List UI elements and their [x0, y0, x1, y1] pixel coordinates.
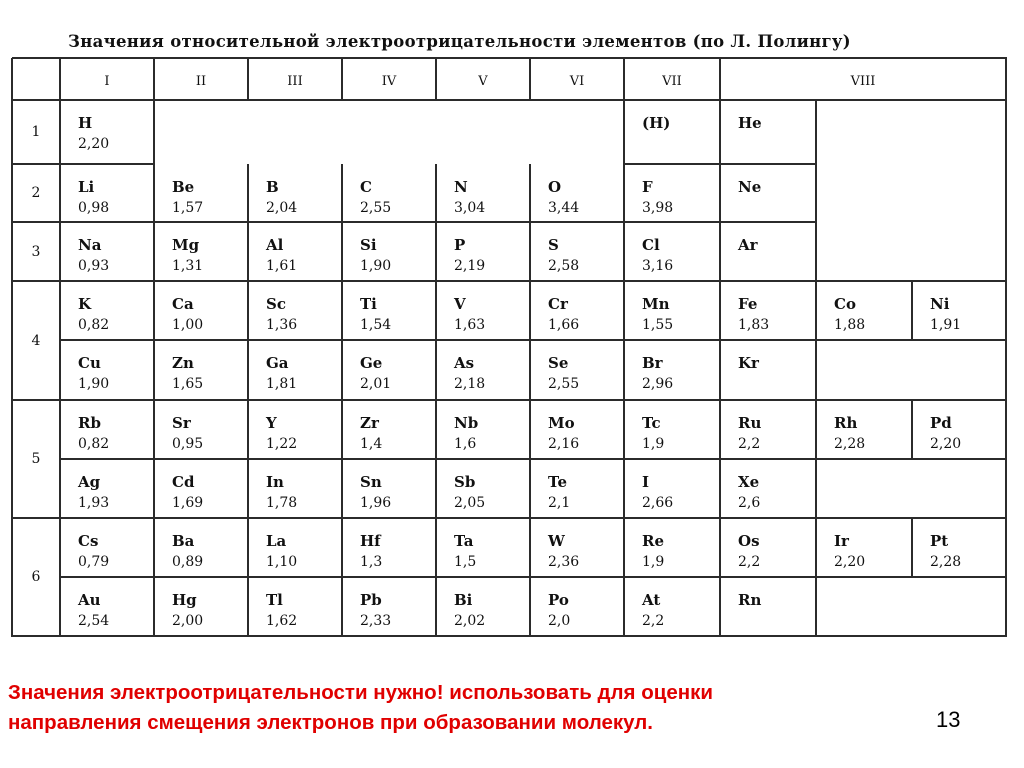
element-cell — [454, 295, 485, 334]
element-symbol: Pd — [930, 414, 952, 432]
element-cell — [266, 295, 297, 334]
element-symbol: C — [360, 178, 372, 196]
electronegativity-value: 1,00 — [172, 317, 204, 333]
grid-line — [60, 163, 155, 165]
electronegativity-value: 2,05 — [454, 495, 486, 511]
electronegativity-value: 2,58 — [548, 258, 580, 274]
element-symbol: Os — [738, 532, 760, 550]
period-label: 5 — [31, 451, 41, 467]
element-cell — [642, 354, 673, 393]
element-symbol: N — [454, 178, 468, 196]
electronegativity-value: 1,9 — [642, 554, 665, 570]
element-cell — [454, 532, 476, 571]
element-cell — [738, 354, 759, 372]
element-symbol: Hf — [360, 532, 381, 550]
element-symbol: Hg — [172, 591, 197, 609]
element-cell — [360, 473, 391, 512]
electronegativity-value: 2,20 — [834, 554, 866, 570]
grid-line — [12, 635, 1007, 637]
grid-line — [60, 221, 817, 223]
element-symbol: Pb — [360, 591, 382, 609]
element-cell — [78, 591, 109, 630]
electronegativity-value: 1,90 — [78, 376, 110, 392]
element-cell — [360, 414, 382, 453]
element-symbol: Cd — [172, 473, 195, 491]
element-cell — [642, 591, 664, 630]
element-cell — [360, 591, 391, 630]
element-symbol: At — [642, 591, 661, 609]
element-cell — [360, 236, 391, 275]
element-cell — [360, 532, 382, 571]
element-cell — [642, 414, 664, 453]
element-symbol: Au — [78, 591, 101, 609]
grid-line — [719, 100, 721, 165]
element-cell — [266, 178, 297, 217]
element-cell — [78, 473, 109, 512]
electronegativity-value: 2,00 — [172, 613, 204, 629]
element-symbol: Ge — [360, 354, 383, 372]
element-cell — [548, 591, 570, 630]
element-symbol: P — [454, 236, 466, 254]
electronegativity-value: 2,2 — [738, 436, 761, 452]
note-text — [8, 678, 1008, 738]
electronegativity-value: 2,2 — [642, 613, 665, 629]
element-cell — [548, 532, 579, 571]
element-symbol: Ta — [454, 532, 474, 550]
electronegativity-value: 2,20 — [930, 436, 962, 452]
element-symbol: K — [78, 295, 92, 313]
element-symbol: Br — [642, 354, 663, 372]
group-header: VIII — [850, 74, 876, 89]
grid-line — [815, 100, 817, 165]
element-symbol: Ca — [172, 295, 194, 313]
grid-line — [623, 164, 625, 282]
element-cell — [738, 295, 769, 334]
element-symbol: Fe — [738, 295, 758, 313]
element-cell — [454, 414, 478, 453]
element-cell — [172, 591, 203, 630]
electronegativity-value: 3,04 — [454, 200, 486, 216]
element-cell — [454, 178, 485, 217]
element-symbol: Kr — [738, 354, 759, 372]
element-symbol: Cl — [642, 236, 660, 254]
electronegativity-value: 0,93 — [78, 258, 110, 274]
electronegativity-value: 1,54 — [360, 317, 392, 333]
element-symbol: Rn — [738, 591, 762, 609]
element-symbol: Ti — [360, 295, 377, 313]
note-line-1: Значения электроотрицательности нужно! использовать для оценки — [8, 681, 713, 704]
electronegativity-value: 1,5 — [454, 554, 477, 570]
element-symbol: Sb — [454, 473, 476, 491]
element-cell — [930, 295, 961, 334]
page-number: 13 — [936, 707, 961, 732]
electronegativity-value: 1,69 — [172, 495, 204, 511]
element-cell — [78, 354, 109, 393]
electronegativity-value: 2,2 — [738, 554, 761, 570]
electronegativity-value: 1,96 — [360, 495, 392, 511]
element-cell — [266, 591, 297, 630]
element-symbol: O — [548, 178, 562, 196]
element-cell — [454, 354, 485, 393]
electronegativity-value: 0,95 — [172, 436, 204, 452]
electronegativity-value: 2,55 — [360, 200, 392, 216]
element-cell — [172, 295, 203, 334]
element-cell — [548, 354, 579, 393]
electronegativity-value: 2,20 — [78, 136, 110, 152]
element-cell — [738, 114, 762, 132]
element-symbol: Tl — [266, 591, 283, 609]
element-symbol: Bi — [454, 591, 473, 609]
element-symbol: In — [266, 473, 284, 491]
electronegativity-value: 1,83 — [738, 317, 770, 333]
grid-line — [60, 458, 1007, 460]
element-symbol: Cr — [548, 295, 568, 313]
electronegativity-value: 1,66 — [548, 317, 580, 333]
element-cell — [642, 236, 673, 275]
element-cell — [548, 295, 579, 334]
grid-line — [719, 164, 721, 282]
element-cell — [266, 414, 297, 453]
grid-line — [12, 280, 817, 282]
element-cell — [454, 591, 485, 630]
element-cell — [738, 591, 761, 609]
electronegativity-value: 2,6 — [738, 495, 761, 511]
electronegativity-value: 1,31 — [172, 258, 204, 274]
electronegativity-value: 0,79 — [78, 554, 110, 570]
element-symbol: Ne — [738, 178, 762, 196]
element-cell — [738, 473, 760, 512]
element-symbol: (H) — [642, 114, 671, 132]
element-symbol: La — [266, 532, 287, 550]
element-symbol: Mn — [642, 295, 670, 313]
element-symbol: Nb — [454, 414, 479, 432]
electronegativity-value: 0,89 — [172, 554, 204, 570]
grid-line — [911, 400, 913, 460]
grid-line — [60, 576, 1007, 578]
element-symbol: Y — [266, 414, 277, 432]
grid-line — [341, 164, 343, 282]
electronegativity-value: 1,3 — [360, 554, 383, 570]
electronegativity-value: 2,16 — [548, 436, 580, 452]
grid-line — [1005, 58, 1007, 637]
electronegativity-value: 1,22 — [266, 436, 298, 452]
group-header: I — [104, 74, 110, 89]
electronegativity-value: 1,63 — [454, 317, 486, 333]
element-cell — [360, 354, 391, 393]
electronegativity-value: 1,90 — [360, 258, 392, 274]
group-header: II — [195, 74, 207, 89]
electronegativity-value: 1,9 — [642, 436, 665, 452]
electronegativity-value: 0,82 — [78, 436, 110, 452]
element-symbol: Re — [642, 532, 665, 550]
element-cell — [738, 178, 761, 196]
element-symbol: I — [642, 473, 650, 491]
element-cell — [172, 178, 203, 217]
element-symbol: Zr — [360, 414, 379, 432]
electronegativity-value: 3,98 — [642, 200, 674, 216]
electronegativity-value: 1,93 — [78, 495, 110, 511]
element-symbol: V — [454, 295, 466, 313]
grid-line — [911, 281, 913, 341]
electronegativity-value: 2,96 — [642, 376, 674, 392]
electronegativity-value: 1,55 — [642, 317, 674, 333]
grid-line — [12, 57, 1007, 59]
grid-line — [12, 221, 61, 223]
element-symbol: S — [548, 236, 559, 254]
element-symbol: B — [266, 178, 279, 196]
element-cell — [172, 532, 203, 571]
element-symbol: Ru — [738, 414, 762, 432]
electronegativity-value: 2,0 — [548, 613, 571, 629]
period-label: 3 — [31, 243, 41, 260]
element-symbol: Ir — [834, 532, 849, 550]
element-symbol: Te — [548, 473, 567, 491]
electronegativity-value: 1,36 — [266, 317, 298, 333]
element-cell — [78, 236, 109, 275]
period-label: 6 — [31, 569, 41, 585]
electronegativity-value: 1,62 — [266, 613, 298, 629]
element-cell — [642, 178, 673, 217]
electronegativity-value: 3,16 — [642, 258, 674, 274]
electronegativity-value: 2,28 — [930, 554, 962, 570]
element-symbol: Ga — [266, 354, 289, 372]
electronegativity-value: 1,91 — [930, 317, 962, 333]
element-cell — [642, 295, 673, 334]
element-symbol: Al — [266, 236, 284, 254]
element-cell — [738, 236, 758, 254]
electronegativity-value: 1,10 — [266, 554, 298, 570]
element-symbol: Po — [548, 591, 569, 609]
element-symbol: Ag — [78, 473, 101, 491]
element-symbol: As — [454, 354, 475, 372]
electronegativity-value: 0,98 — [78, 200, 110, 216]
element-symbol: Sn — [360, 473, 382, 491]
element-symbol: Rh — [834, 414, 858, 432]
element-symbol: Li — [78, 178, 95, 196]
element-cell — [78, 114, 109, 153]
element-symbol: F — [642, 178, 653, 196]
period-label: 1 — [31, 124, 41, 140]
grid-line — [529, 164, 531, 282]
grid-line — [435, 164, 437, 282]
element-cell — [360, 295, 391, 334]
grid-line — [815, 164, 817, 282]
element-symbol: W — [548, 532, 565, 550]
electronegativity-value: 1,81 — [266, 376, 298, 392]
element-symbol: Tc — [642, 414, 661, 432]
element-cell — [266, 236, 297, 275]
electronegativity-value: 2,02 — [454, 613, 486, 629]
element-symbol: Mg — [172, 236, 200, 254]
electronegativity-value: 1,6 — [454, 436, 477, 452]
element-cell — [78, 295, 109, 334]
element-cell — [834, 414, 865, 453]
element-symbol: Xe — [738, 473, 760, 491]
element-symbol: He — [738, 114, 762, 132]
element-cell — [78, 532, 109, 571]
electronegativity-value: 2,04 — [266, 200, 298, 216]
grid-line — [12, 399, 1007, 401]
electronegativity-value: 1,78 — [266, 495, 298, 511]
grid-line — [12, 163, 61, 165]
element-cell — [172, 236, 203, 275]
element-cell — [172, 414, 203, 453]
element-symbol: Ba — [172, 532, 195, 550]
electronegativity-value: 3,44 — [548, 200, 580, 216]
element-cell — [548, 236, 579, 275]
element-cell — [266, 473, 297, 512]
electronegativity-value: 1,61 — [266, 258, 298, 274]
element-symbol: Si — [360, 236, 377, 254]
element-cell — [172, 354, 203, 393]
grid-line — [60, 339, 1007, 341]
element-symbol: Ar — [738, 236, 758, 254]
element-cell — [642, 114, 670, 132]
period-label: 2 — [31, 185, 41, 201]
element-cell — [360, 178, 391, 217]
element-symbol: Zn — [172, 354, 194, 372]
element-cell — [78, 414, 109, 453]
element-cell — [454, 236, 485, 275]
electronegativity-value: 1,4 — [360, 436, 383, 452]
grid-line — [12, 280, 61, 282]
element-cell — [642, 473, 673, 512]
element-cell — [78, 178, 109, 217]
element-cell — [266, 532, 297, 571]
grid-line — [911, 518, 913, 578]
element-cell — [548, 178, 579, 217]
electronegativity-value: 2,54 — [78, 613, 110, 629]
electronegativity-value: 2,66 — [642, 495, 674, 511]
element-cell — [454, 473, 485, 512]
element-cell — [834, 295, 865, 334]
element-cell — [930, 414, 961, 453]
electronegativity-value: 2,55 — [548, 376, 580, 392]
element-symbol: Sr — [172, 414, 191, 432]
period-label: 4 — [31, 332, 41, 349]
element-symbol: Cs — [78, 532, 99, 550]
element-cell — [642, 532, 664, 571]
element-cell — [548, 414, 579, 453]
grid-line — [153, 100, 155, 165]
element-symbol: Mo — [548, 414, 575, 432]
element-symbol: Sc — [266, 295, 286, 313]
electronegativity-value: 2,28 — [834, 436, 866, 452]
element-symbol: Rb — [78, 414, 101, 432]
element-symbol: Cu — [78, 354, 101, 372]
element-cell — [172, 473, 203, 512]
element-symbol: Be — [172, 178, 195, 196]
table-title: Значения относительной электроотрицательности элементов (по Л. Полингу) — [68, 32, 851, 51]
group-header: VI — [569, 74, 585, 89]
electronegativity-value: 0,82 — [78, 317, 110, 333]
element-cell — [834, 532, 865, 571]
electronegativity-value: 2,19 — [454, 258, 486, 274]
element-symbol: Na — [78, 236, 102, 254]
group-header: VII — [662, 74, 682, 89]
grid-line — [59, 100, 61, 637]
electronegativity-value: 2,01 — [360, 376, 392, 392]
electronegativity-value: 2,1 — [548, 495, 571, 511]
element-cell — [548, 473, 570, 512]
electronegativity-value: 1,57 — [172, 200, 204, 216]
electronegativity-value: 1,65 — [172, 376, 204, 392]
element-symbol: Se — [548, 354, 569, 372]
electronegativity-value: 1,88 — [834, 317, 866, 333]
electronegativity-value: 2,33 — [360, 613, 392, 629]
element-symbol: H — [78, 114, 93, 132]
note-line-2: направления смещения электронов при образовании молекул. — [8, 711, 653, 734]
grid-line — [247, 164, 249, 282]
element-symbol: Co — [834, 295, 856, 313]
element-cell — [930, 532, 961, 571]
grid-line — [12, 517, 1007, 519]
element-symbol: Ni — [930, 295, 950, 313]
group-header: IV — [381, 74, 397, 89]
electronegativity-value: 2,18 — [454, 376, 486, 392]
element-symbol: Pt — [930, 532, 949, 550]
grid-line — [153, 164, 155, 282]
element-cell — [738, 532, 760, 571]
electronegativity-value: 2,36 — [548, 554, 580, 570]
grid-line — [623, 100, 625, 165]
group-header: V — [478, 74, 488, 89]
element-cell — [738, 414, 761, 453]
group-header: III — [287, 74, 303, 89]
element-cell — [266, 354, 297, 393]
